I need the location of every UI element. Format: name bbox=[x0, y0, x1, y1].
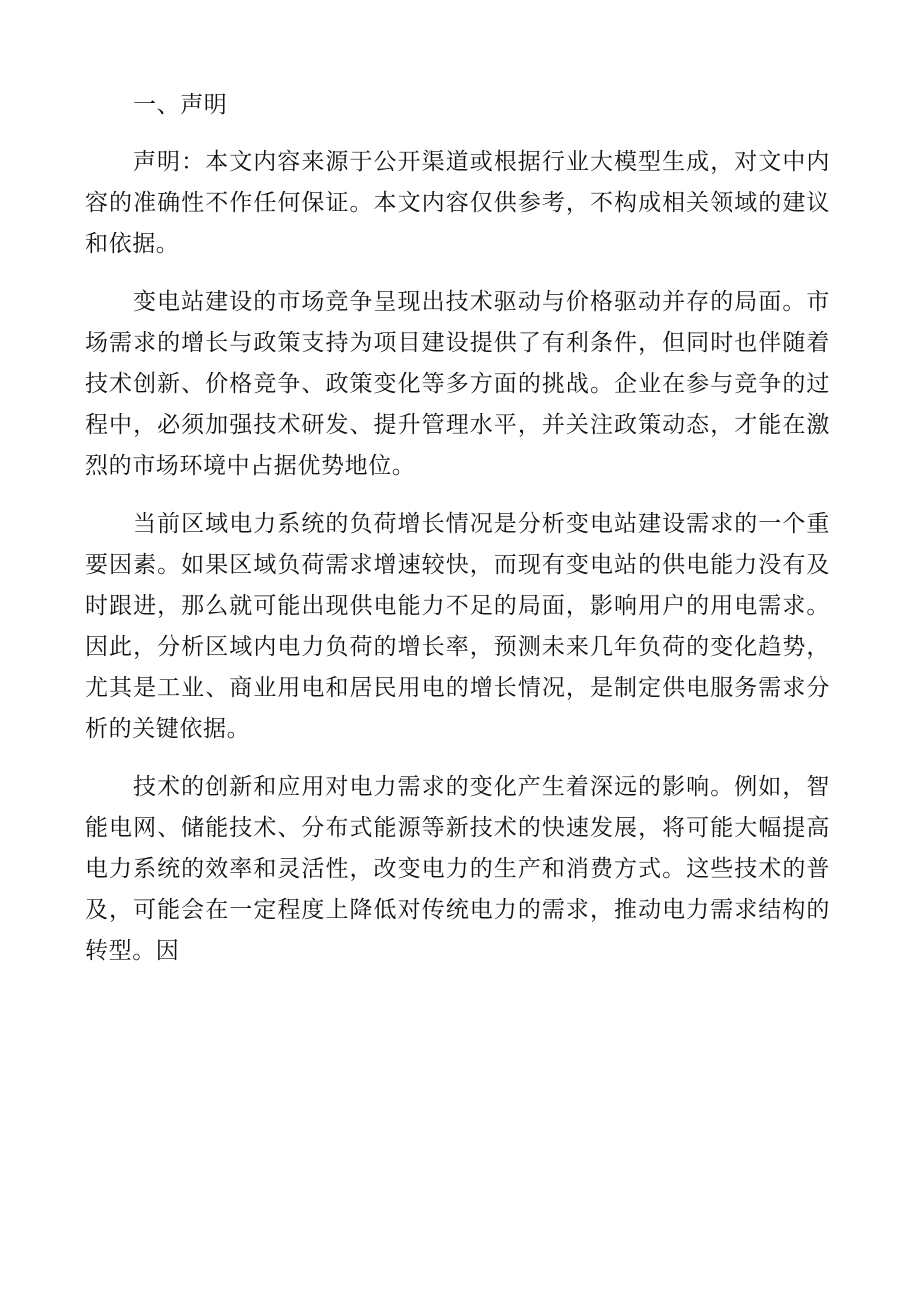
section-heading: 一、声明 bbox=[133, 92, 228, 118]
load-growth-paragraph: 当前区域电力系统的负荷增长情况是分析变电站建设需求的一个重要因素。如果区域负荷需求增速较快，而现有变电站的供电能力没有及时跟进，那么就可能出现供电能力不足的局面，影响用户的用电需求。因此，分析区域内电力负荷的增长率，预测未来几年负荷的变化趋势，尤其是工业、商业用电和居民用电的增长情况，是制定供电服务需求分析的关键依据。 bbox=[85, 511, 830, 742]
document-body bbox=[85, 85, 830, 989]
technology-innovation-paragraph: 技术的创新和应用对电力需求的变化产生着深远的影响。例如，智能电网、储能技术、分布式能源等新技术的快速发展，将可能大幅提高电力系统的效率和灵活性，改变电力的生产和消费方式。这些技术的普及，可能会在一定程度上降低对传统电力的需求，推动电力需求结构的转型。因 bbox=[85, 774, 830, 964]
disclaimer-paragraph: 声明：本文内容来源于公开渠道或根据行业大模型生成，对文中内容的准确性不作任何保证。本文内容仅供参考，不构成相关领域的建议和依据。 bbox=[85, 149, 830, 257]
market-competition-paragraph: 变电站建设的市场竞争呈现出技术驱动与价格驱动并存的局面。市场需求的增长与政策支持为项目建设提供了有利条件，但同时也伴随着技术创新、价格竞争、政策变化等多方面的挑战。企业在参与竞争的过程中，必须加强技术研发、提升管理水平，并关注政策动态，才能在激烈的市场环境中占据优势地位。 bbox=[85, 289, 830, 479]
